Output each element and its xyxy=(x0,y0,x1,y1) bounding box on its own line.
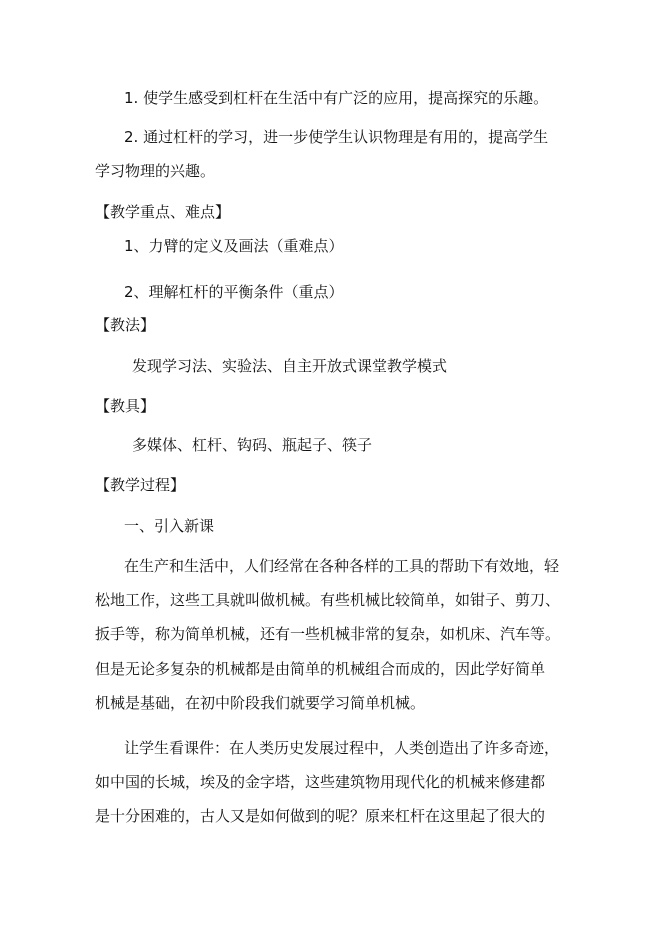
heading-process: 【教学过程】 xyxy=(95,476,186,494)
paragraph-1-line-4: 但是无论多复杂的机械都是由简单的机械组合而成的，因此学好简单 xyxy=(95,660,546,678)
paragraph-2-line-3: 是十分困难的，古人又是如何做到的呢？原来杠杆在这里起了很大的 xyxy=(95,807,546,825)
heading-key-points: 【教学重点、难点】 xyxy=(95,203,231,221)
paragraph-1-line-5: 机械是基础，在初中阶段我们就要学习简单机械。 xyxy=(95,694,426,712)
heading-tools: 【教具】 xyxy=(95,397,156,415)
key-point-1: 1、力臂的定义及画法（重难点） xyxy=(124,237,344,255)
paragraph-1-line-2: 松地工作，这些工具就叫做机械。有些机械比较简单，如钳子、剪刀、 xyxy=(95,591,561,609)
goal-1: 1. 使学生感受到杠杆在生活中有广泛的应用，提高探究的乐趣。 xyxy=(124,89,549,107)
paragraph-2-line-1: 让学生看课件：在人类历史发展过程中，人类创造出了许多奇迹， xyxy=(124,739,560,757)
heading-method: 【教法】 xyxy=(95,316,156,334)
section-1-title: 一、引入新课 xyxy=(124,517,215,535)
method-text: 发现学习法、实验法、自主开放式课堂教学模式 xyxy=(132,357,448,375)
tools-text: 多媒体、杠杆、钩码、瓶起子、筷子 xyxy=(132,436,373,454)
goal-2-line-2: 学习物理的兴趣。 xyxy=(95,162,216,180)
paragraph-1-line-1: 在生产和生活中，人们经常在各种各样的工具的帮助下有效地，轻 xyxy=(124,557,560,575)
key-point-2: 2、理解杠杆的平衡条件（重点） xyxy=(124,283,344,301)
paragraph-1-line-3: 扳手等，称为简单机械，还有一些机械非常的复杂，如机床、汽车等。 xyxy=(95,625,561,643)
paragraph-2-line-2: 如中国的长城，埃及的金字塔，这些建筑物用现代化的机械来修建都 xyxy=(95,773,546,791)
goal-2-line-1: 2. 通过杠杆的学习，进一步使学生认识物理是有用的，提高学生 xyxy=(124,128,549,146)
